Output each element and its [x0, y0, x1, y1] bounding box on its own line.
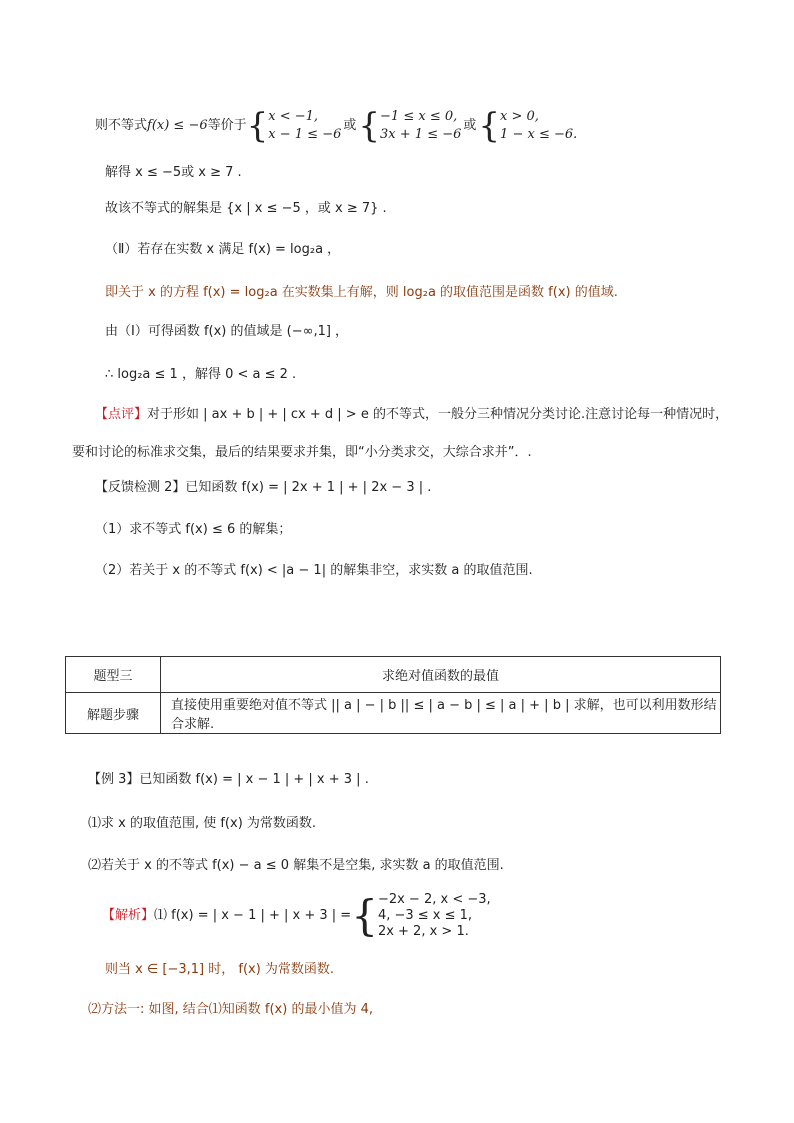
feedback-intro: 已知函数 f(x) = | 2x + 1 | + | 2x − 3 | . [185, 480, 432, 495]
table-cell-title: 求绝对值函数的最值 [161, 657, 721, 693]
example3-q2: ⑵若关于 x 的不等式 f(x) − a ≤ 0 解集不是空集, 求实数 a 的取值范围. [88, 858, 504, 873]
solution-set-line: 故该不等式的解集是 {x | x ≤ −5 ，或 x ≥ 7} . [105, 201, 387, 216]
example3-q1: ⑴求 x 的取值范围, 使 f(x) 为常数函数. [88, 816, 317, 831]
part2-line4: ∴ log₂a ≤ 1 ，解得 0 < a ≤ 2 . [105, 367, 297, 382]
feedback-q1: （1）求不等式 f(x) ≤ 6 的解集； [95, 522, 292, 537]
left-brace-icon: { [478, 105, 501, 146]
comment-tag: 【点评】 [95, 407, 148, 422]
case1-line2: x − 1 ≤ −6 [268, 126, 342, 142]
comment-line1 [95, 405, 728, 425]
case2-line2: 3x + 1 ≤ −6 [380, 126, 462, 142]
left-brace-icon: { [246, 105, 269, 146]
analysis-tag: 【解析】 [102, 908, 155, 923]
case2-stack [380, 108, 461, 144]
part2-line2: 即关于 x 的方程 f(x) = log₂a 在实数集上有解，则 log₂a 的取值范围是函数 f(x) 的值域. [105, 285, 618, 300]
method-table [65, 656, 721, 734]
analysis-line [102, 890, 491, 942]
example3-line [88, 770, 369, 790]
feedback-line [95, 478, 431, 498]
inequality-cases-line [95, 104, 577, 148]
analysis-then: 则当 x ∈ [−3,1] 时， f(x) 为常数函数. [105, 962, 335, 977]
left-brace-icon: { [358, 105, 381, 146]
case3-line2: 1 − x ≤ −6. [500, 126, 578, 142]
comment-line2: 要和讨论的标准求交集，最后的结果要求并集，即“小分类求交，大综合求并”．. [72, 445, 532, 460]
ineq-prefix: 则不等式 [95, 118, 148, 133]
method-line: ⑵方法一: 如图, 结合⑴知函数 f(x) 的最小值为 4, [88, 1002, 373, 1017]
piece-2: 4, −3 ≤ x ≤ 1, [377, 907, 473, 923]
ineq-equiv: 等价于 [207, 118, 247, 133]
piecewise-stack [378, 892, 491, 940]
comment-text1: 对于形如 | ax + b | + | cx + d | > e 的不等式，一般分三种情况分类讨论.注意讨论每一种情况时， [147, 407, 729, 422]
part2-line3: 由（Ⅰ）可得函数 f(x) 的值域是 (−∞,1] ， [105, 324, 349, 339]
feedback-tag: 【反馈检测 2】 [95, 480, 186, 495]
part2-line1: （Ⅱ）若存在实数 x 满足 f(x) = log₂a ， [105, 242, 341, 257]
table-row [66, 693, 721, 734]
example3-tag: 【例 3】 [88, 772, 140, 787]
ineq-expr: f(x) ≤ −6 [147, 118, 208, 133]
table-cell-type: 题型三 [66, 657, 161, 693]
piece-3: 2x + 2, x > 1. [377, 923, 469, 939]
left-brace-icon: { [351, 890, 378, 940]
table-cell-steps-label: 解题步骤 [66, 693, 161, 734]
table-row [66, 657, 721, 693]
case3-line1: x > 0, [500, 108, 539, 124]
case1-line1: x < −1, [268, 108, 319, 124]
or1-text: 或 [343, 118, 357, 133]
analysis-prefix: ⑴ f(x) = | x − 1 | + | x + 3 | = [154, 908, 352, 923]
table-cell-steps: 直接使用重要绝对值不等式 || a | − | b || ≤ | a − b | ≤ | a | + | b | 求解，也可以利用数形结合求解. [161, 693, 721, 734]
example3-intro: 已知函数 f(x) = | x − 1 | + | x + 3 | . [139, 772, 369, 787]
feedback-q2: （2）若关于 x 的不等式 f(x) < |a − 1| 的解集非空，求实数 a 的取值范围. [95, 563, 533, 578]
case3-stack [500, 108, 577, 144]
piece-1: −2x − 2, x < −3, [377, 891, 491, 907]
or2-text: 或 [463, 118, 477, 133]
case2-line1: −1 ≤ x ≤ 0, [380, 108, 458, 124]
case1-stack [268, 108, 341, 144]
solve-line: 解得 x ≤ −5或 x ≥ 7 . [105, 165, 242, 180]
